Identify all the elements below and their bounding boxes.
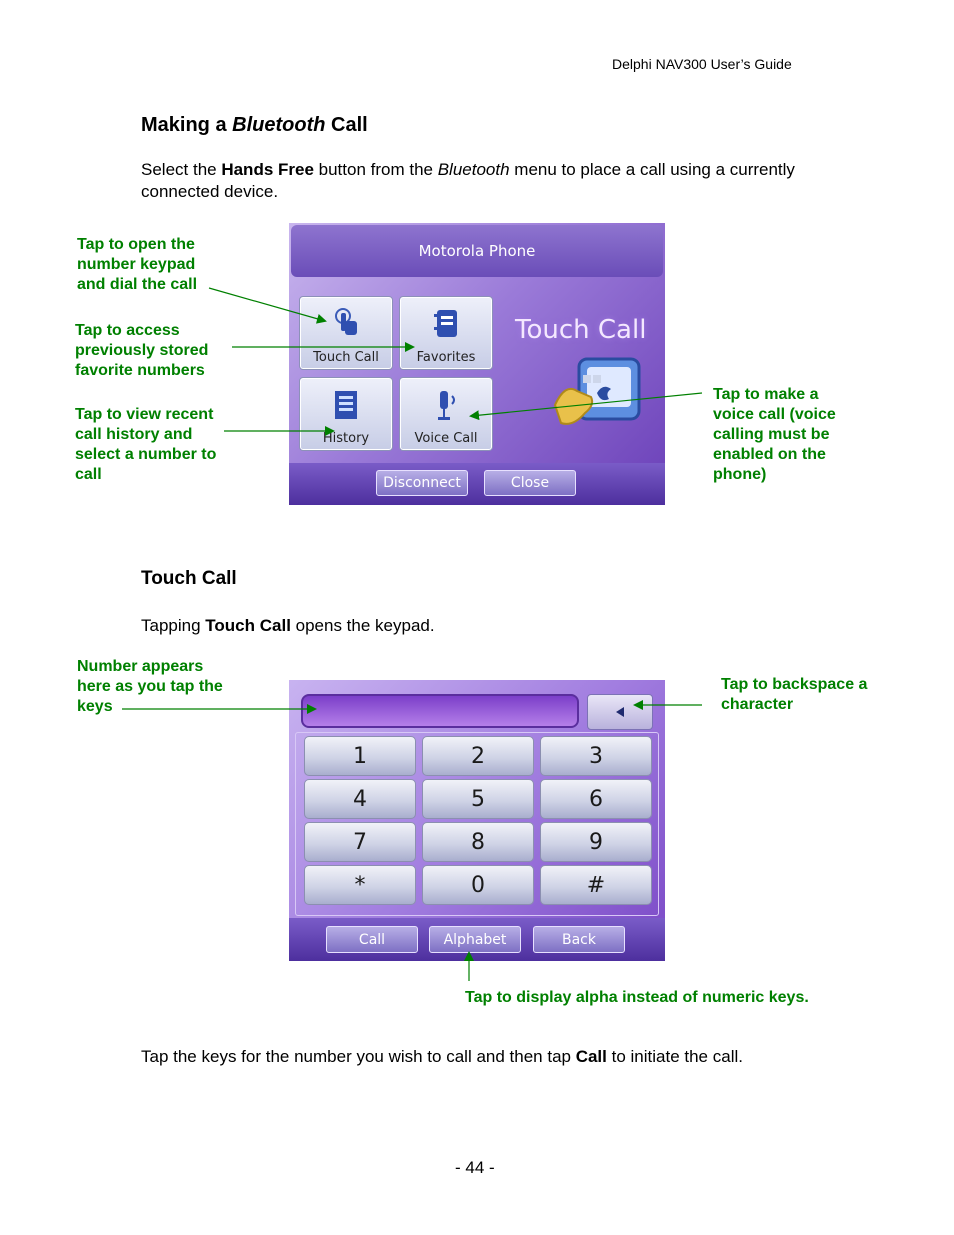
heading-text-suffix: Call [325,114,368,136]
bold-text: Touch Call [205,616,291,635]
phonebook-icon [431,307,461,341]
disconnect-button[interactable]: Disconnect [376,470,468,496]
key-2[interactable]: 2 [422,736,534,776]
note-line: Tap to access [75,322,180,339]
tile-label: History [322,431,370,446]
page-number: - 44 - [455,1158,495,1177]
back-button[interactable]: Back [533,926,625,953]
text: Tap the keys for the number you wish to call and then tap [141,1047,576,1066]
text: menu to place a call using a currently connected device. [141,160,795,201]
note-line: voice call (voice [713,406,836,423]
note-line: call [75,466,102,483]
key-5[interactable]: 5 [422,779,534,819]
key-1[interactable]: 1 [304,736,416,776]
note-line: select a number to [75,446,217,463]
bold-text: Hands Free [221,160,314,179]
note-line: keys [77,698,113,715]
note-line: Tap to backspace a [721,676,868,693]
key-3[interactable]: 3 [540,736,652,776]
close-button[interactable]: Close [484,470,576,496]
note-line: Number appears [77,658,204,675]
text: Select the [141,160,222,179]
key-hash[interactable]: # [540,865,652,905]
section-heading-touch-call: Touch Call [141,568,237,589]
section-heading-bluetooth-call [141,114,368,137]
touch-call-button[interactable] [299,296,393,370]
note-line: enabled on the [713,446,826,463]
note-line: and dial the call [77,276,198,293]
intro-paragraph [141,159,821,203]
text: Tapping [141,616,206,635]
touch-call-banner: Touch Call [515,315,647,345]
heading-italic: Bluetooth [232,114,326,136]
phone-touch-illustration-icon [551,353,651,438]
key-8[interactable]: 8 [422,822,534,862]
note-line: Tap to make a [713,386,819,403]
note-line: favorite numbers [75,362,205,379]
text: to initiate the call. [606,1047,743,1066]
note-favorites [75,321,208,381]
document-header: Delphi NAV300 User’s Guide [612,56,792,72]
tile-label: Touch Call [313,350,379,365]
call-button[interactable]: Call [326,926,418,953]
key-4[interactable]: 4 [304,779,416,819]
keypad-screenshot [289,680,665,961]
note-line: Tap to open the [77,236,195,253]
note-line: Tap to view recent [75,406,214,423]
note-history [75,405,216,485]
phone-menu-screenshot [289,223,665,505]
note-line: number keypad [77,256,196,273]
keypad-panel [295,732,659,916]
hand-tap-icon [331,307,361,341]
note-line: here as you tap the [77,678,223,695]
heading-text: Making a [141,114,233,136]
note-line: calling must be [713,426,830,443]
closing-paragraph [141,1046,743,1068]
favorites-button[interactable] [399,296,493,370]
note-line: previously stored [75,342,209,359]
note-number-display [77,657,223,717]
touch-call-paragraph [141,615,435,637]
alphabet-button[interactable]: Alphabet [429,926,521,953]
bottom-bar [289,918,665,961]
bold-text: Call [575,1047,607,1066]
note-line: character [721,696,794,713]
key-0[interactable]: 0 [422,865,534,905]
tile-label: Favorites [416,350,476,365]
italic-text: Bluetooth [437,160,510,179]
note-alphabet: Tap to display alpha instead of numeric keys. [465,989,809,1006]
history-list-icon [331,388,361,422]
history-button[interactable] [299,377,393,451]
screen-title: Motorola Phone [291,225,663,277]
voice-call-button[interactable] [399,377,493,451]
key-star[interactable]: * [304,865,416,905]
note-line: phone) [713,466,767,483]
key-7[interactable]: 7 [304,822,416,862]
bottom-bar [289,463,665,505]
key-9[interactable]: 9 [540,822,652,862]
note-voice-call [713,385,836,485]
note-backspace [721,675,867,715]
number-display-field[interactable] [301,694,579,728]
key-6[interactable]: 6 [540,779,652,819]
microphone-icon [431,388,461,422]
tile-label: Voice Call [414,431,478,446]
text: button from the [313,160,438,179]
backspace-button[interactable] [587,694,653,730]
note-keypad [77,235,197,295]
text: opens the keypad. [290,616,435,635]
left-triangle-icon [613,705,627,719]
note-line: call history and [75,426,193,443]
